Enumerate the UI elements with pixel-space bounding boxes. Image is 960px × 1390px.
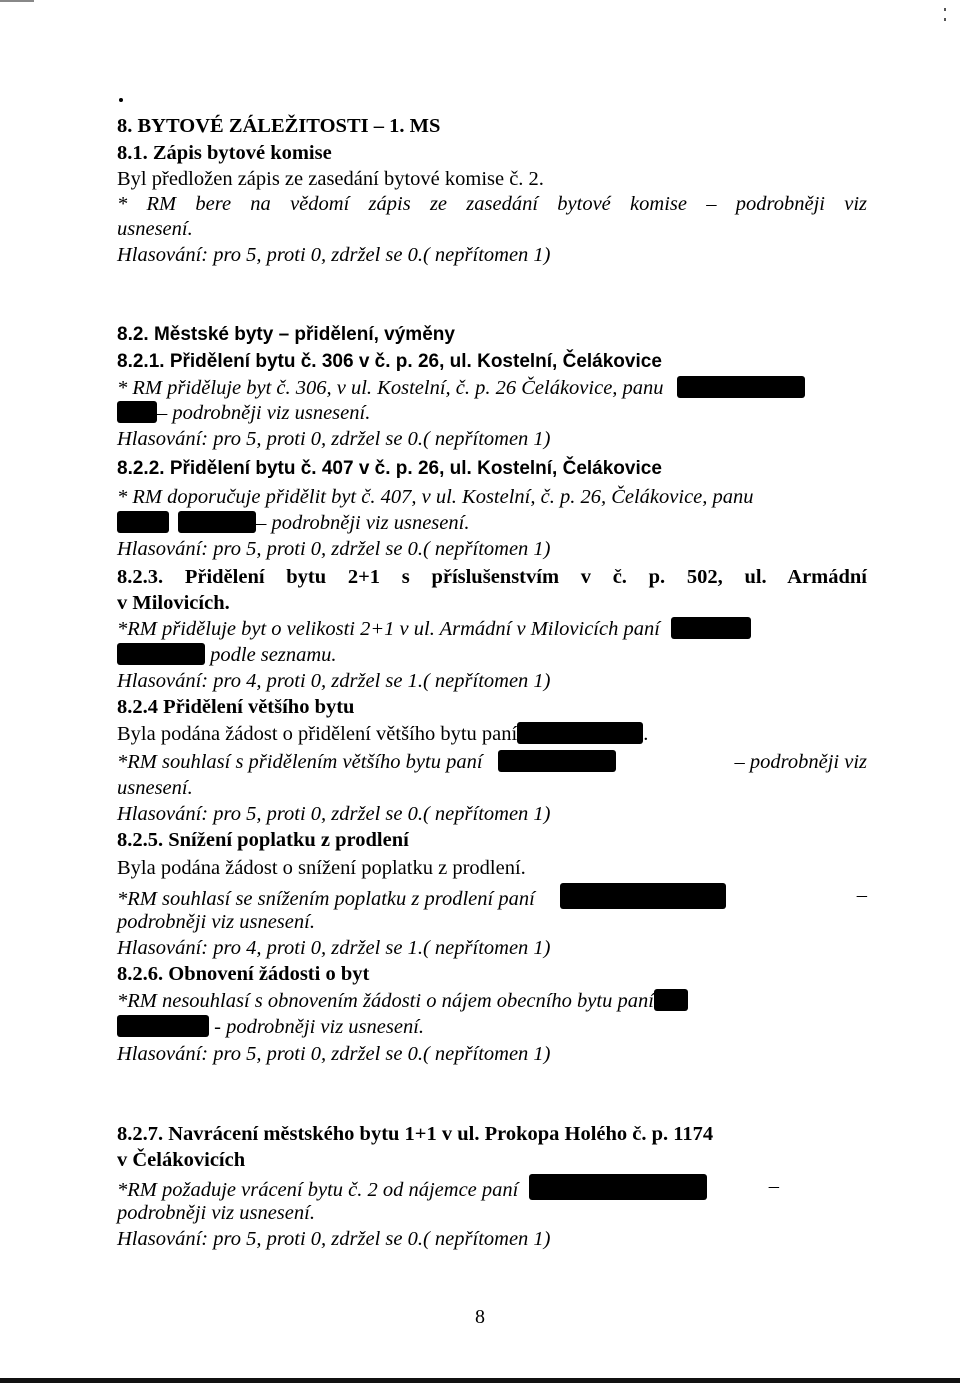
- item-heading: v Milovicích.: [117, 592, 230, 614]
- decision-text-end: –: [856, 884, 867, 906]
- decision-text: *RM nesouhlasí s obnovením žádosti o nájem obecního bytu paní: [117, 990, 654, 1012]
- vote-result: Hlasování: pro 5, proti 0, zdržel se 0.( nepřítomen 1): [117, 428, 551, 450]
- decision-text: *RM přiděluje byt o velikosti 2+1 v ul. Armádní v Milovicích paní: [117, 618, 660, 640]
- decision-line: [117, 883, 867, 911]
- redaction-block: [517, 722, 643, 744]
- redaction-block: [498, 750, 616, 772]
- redaction-block: [117, 401, 157, 423]
- decision-text: – podrobněji viz usnesení.: [256, 512, 470, 534]
- redaction-block: [671, 617, 751, 639]
- item-heading: 8.2.5. Snížení poplatku z prodlení: [117, 829, 409, 851]
- redaction-block: [560, 883, 726, 909]
- decision-text: podrobněji viz usnesení.: [117, 911, 315, 933]
- vote-result: Hlasování: pro 4, proti 0, zdržel se 1.( nepřítomen 1): [117, 937, 551, 959]
- decision-text: podle seznamu.: [210, 644, 337, 666]
- decision-line: [117, 1174, 779, 1202]
- paragraph-text: Byla podána žádost o snížení poplatku z prodlení.: [117, 857, 526, 879]
- item-heading: 8.2.2. Přidělení bytu č. 407 v č. p. 26, ul. Kostelní, Čelákovice: [117, 458, 662, 479]
- vote-result: Hlasování: pro 5, proti 0, zdržel se 0.( nepřítomen 1): [117, 538, 551, 560]
- bottom-rule: [0, 1378, 960, 1383]
- redaction-block: [677, 376, 805, 398]
- decision-line: [117, 376, 805, 400]
- decision-line: [117, 750, 867, 774]
- decision-text: usnesení.: [117, 218, 193, 240]
- decision-line: [117, 617, 751, 641]
- redaction-block: [178, 511, 256, 533]
- vote-result: Hlasování: pro 5, proti 0, zdržel se 0.( nepřítomen 1): [117, 1228, 551, 1250]
- vote-result: Hlasování: pro 5, proti 0, zdržel se 0.( nepřítomen 1): [117, 1043, 551, 1065]
- decision-line: [117, 643, 337, 667]
- decision-text: * RM bere na vědomí zápis ze zasedání bytové komise – podrobněji viz: [117, 193, 867, 215]
- decision-line: [117, 989, 688, 1013]
- item-heading: [117, 349, 662, 374]
- bullet-dot: [119, 98, 123, 102]
- decision-text: - podrobněji viz usnesení.: [214, 1016, 425, 1038]
- page-number: 8: [475, 1306, 485, 1328]
- paragraph-line: [117, 722, 648, 746]
- vote-result: Hlasování: pro 4, proti 0, zdržel se 1.( nepřítomen 1): [117, 670, 551, 692]
- redaction-block: [117, 1015, 209, 1037]
- paragraph-text: Byla podána žádost o přidělení většího bytu paní: [117, 723, 518, 745]
- item-heading: 8.2.3. Přidělení bytu 2+1 s příslušenstvím v č. p. 502, ul. Armádní: [117, 566, 867, 588]
- scan-edge-mark: [944, 8, 946, 11]
- scan-edge-mark: [944, 18, 946, 21]
- paragraph-text: Byl předložen zápis ze zasedání bytové komise č. 2.: [117, 168, 544, 190]
- decision-text: – podrobněji viz usnesení.: [157, 402, 371, 424]
- decision-text: usnesení.: [117, 777, 193, 799]
- decision-text-end: –: [768, 1175, 779, 1197]
- subsection-heading: 8.1. Zápis bytové komise: [117, 142, 332, 164]
- redaction-block: [654, 989, 688, 1011]
- decision-line: [117, 401, 370, 425]
- vote-result: Hlasování: pro 5, proti 0, zdržel se 0.( nepřítomen 1): [117, 244, 551, 266]
- vote-result: Hlasování: pro 5, proti 0, zdržel se 0.( nepřítomen 1): [117, 803, 551, 825]
- scan-corner-mark: [0, 0, 34, 2]
- subsection-heading: 8.2. Městské byty – přidělení, výměny: [117, 324, 455, 345]
- paragraph-text-end: .: [643, 723, 649, 745]
- decision-text: *RM požaduje vrácení bytu č. 2 od nájemce paní: [117, 1179, 519, 1201]
- item-heading: 8.2.6. Obnovení žádosti o byt: [117, 963, 370, 985]
- decision-line: [117, 1015, 424, 1039]
- item-heading-text: 8.2.1. Přidělení bytu č. 306 v č. p. 26, ul. Kostelní, Čelákovice: [117, 351, 662, 372]
- decision-line: [117, 511, 469, 535]
- decision-text: *RM souhlasí se snížením poplatku z prodlení paní: [117, 888, 535, 910]
- decision-text: podrobněji viz usnesení.: [117, 1202, 315, 1224]
- decision-text-end: – podrobněji viz: [734, 751, 867, 773]
- redaction-block: [529, 1174, 707, 1200]
- redaction-block: [117, 511, 169, 533]
- redaction-block: [117, 643, 205, 665]
- decision-text: * RM doporučuje přidělit byt č. 407, v ul. Kostelní, č. p. 26, Čelákovice, panu: [117, 486, 754, 508]
- item-heading: v Čelákovicích: [117, 1149, 246, 1171]
- decision-text: *RM souhlasí s přidělením většího bytu paní: [117, 751, 483, 773]
- section-heading: 8. BYTOVÉ ZÁLEŽITOSTI – 1. MS: [117, 115, 441, 137]
- item-heading: 8.2.7. Navrácení městského bytu 1+1 v ul. Prokopa Holého č. p. 1174: [117, 1123, 714, 1145]
- decision-text: * RM přiděluje byt č. 306, v ul. Kostelní, č. p. 26 Čelákovice, panu: [117, 377, 664, 399]
- item-heading: 8.2.4 Přidělení většího bytu: [117, 696, 355, 718]
